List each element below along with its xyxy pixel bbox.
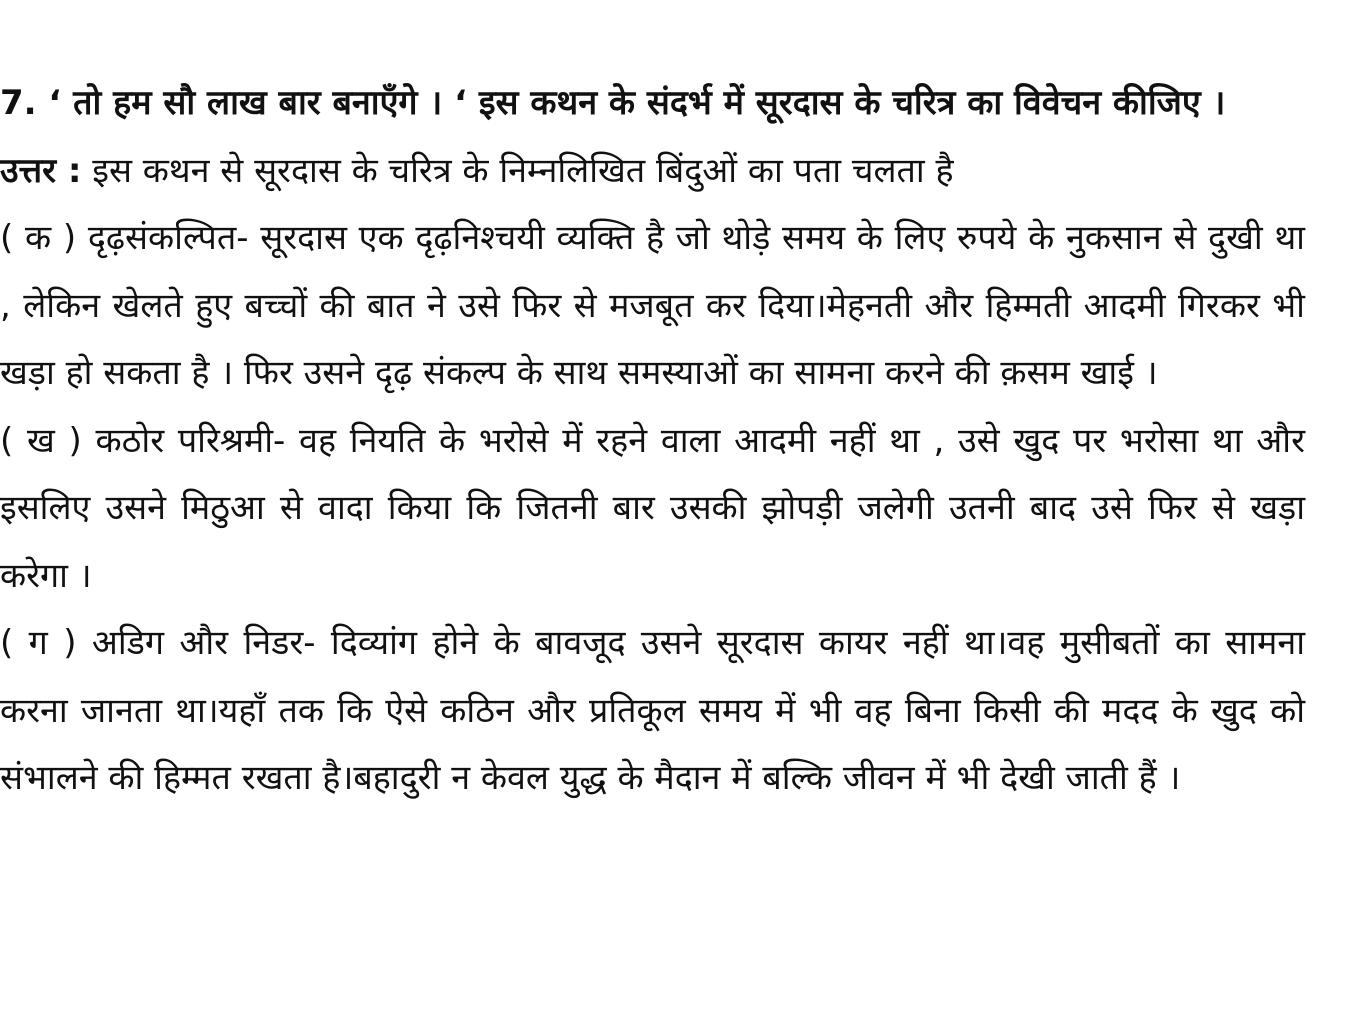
answer-label: उत्तर :: [0, 150, 82, 191]
document-page: [0, 70, 1305, 813]
point-ga: ( ग ) अडिग और निडर- दिव्यांग होने के बावजूद उसने सूरदास कायर नहीं था।वह मुसीबतों का सामना करना जानता था।यहाँ तक कि ऐसे कठिन और प्रतिकूल समय में भी वह बिना किसी की मदद के खुद को संभालने की हिम्मत रखता है।बहादुरी न केवल युद्ध के मैदान में बल्कि जीवन में भी देखी जाती हैं ।: [0, 623, 1305, 798]
point-kha: ( ख ) कठोर परिश्रमी- वह नियति के भरोसे में रहने वाला आदमी नहीं था , उसे खुद पर भरोसा था और इसलिए उसने मिठुआ से वादा किया कि जितनी बार उसकी झोपड़ी जलेगी उतनी बाद उसे फिर से खड़ा करेगा ।: [0, 420, 1305, 596]
answer-intro-line: [0, 138, 1305, 206]
question-text: 7. ‘ तो हम सौ लाख बार बनाएँगे । ‘ इस कथन के संदर्भ में सूरदास के चरित्र का विवेचन कीजिए ।: [0, 83, 1226, 123]
answer-intro: इस कथन से सूरदास के चरित्र के निम्नलिखित बिंदुओं का पता चलता है: [92, 150, 954, 191]
point-ka: ( क ) दृढ़संकल्पित- सूरदास एक दृढ़निश्चयी व्यक्ति है जो थोड़े समय के लिए रुपये के नुकसान से दुखी था , लेकिन खेलते हुए बच्चों की बात ने उसे फिर से मजबूत कर दिया।मेहनती और हिम्मती आदमी गिरकर भी खड़ा हो सकता है । फिर उसने दृढ़ संकल्प के साथ समस्याओं का सामना करने की क़सम खाई ।: [0, 218, 1305, 393]
